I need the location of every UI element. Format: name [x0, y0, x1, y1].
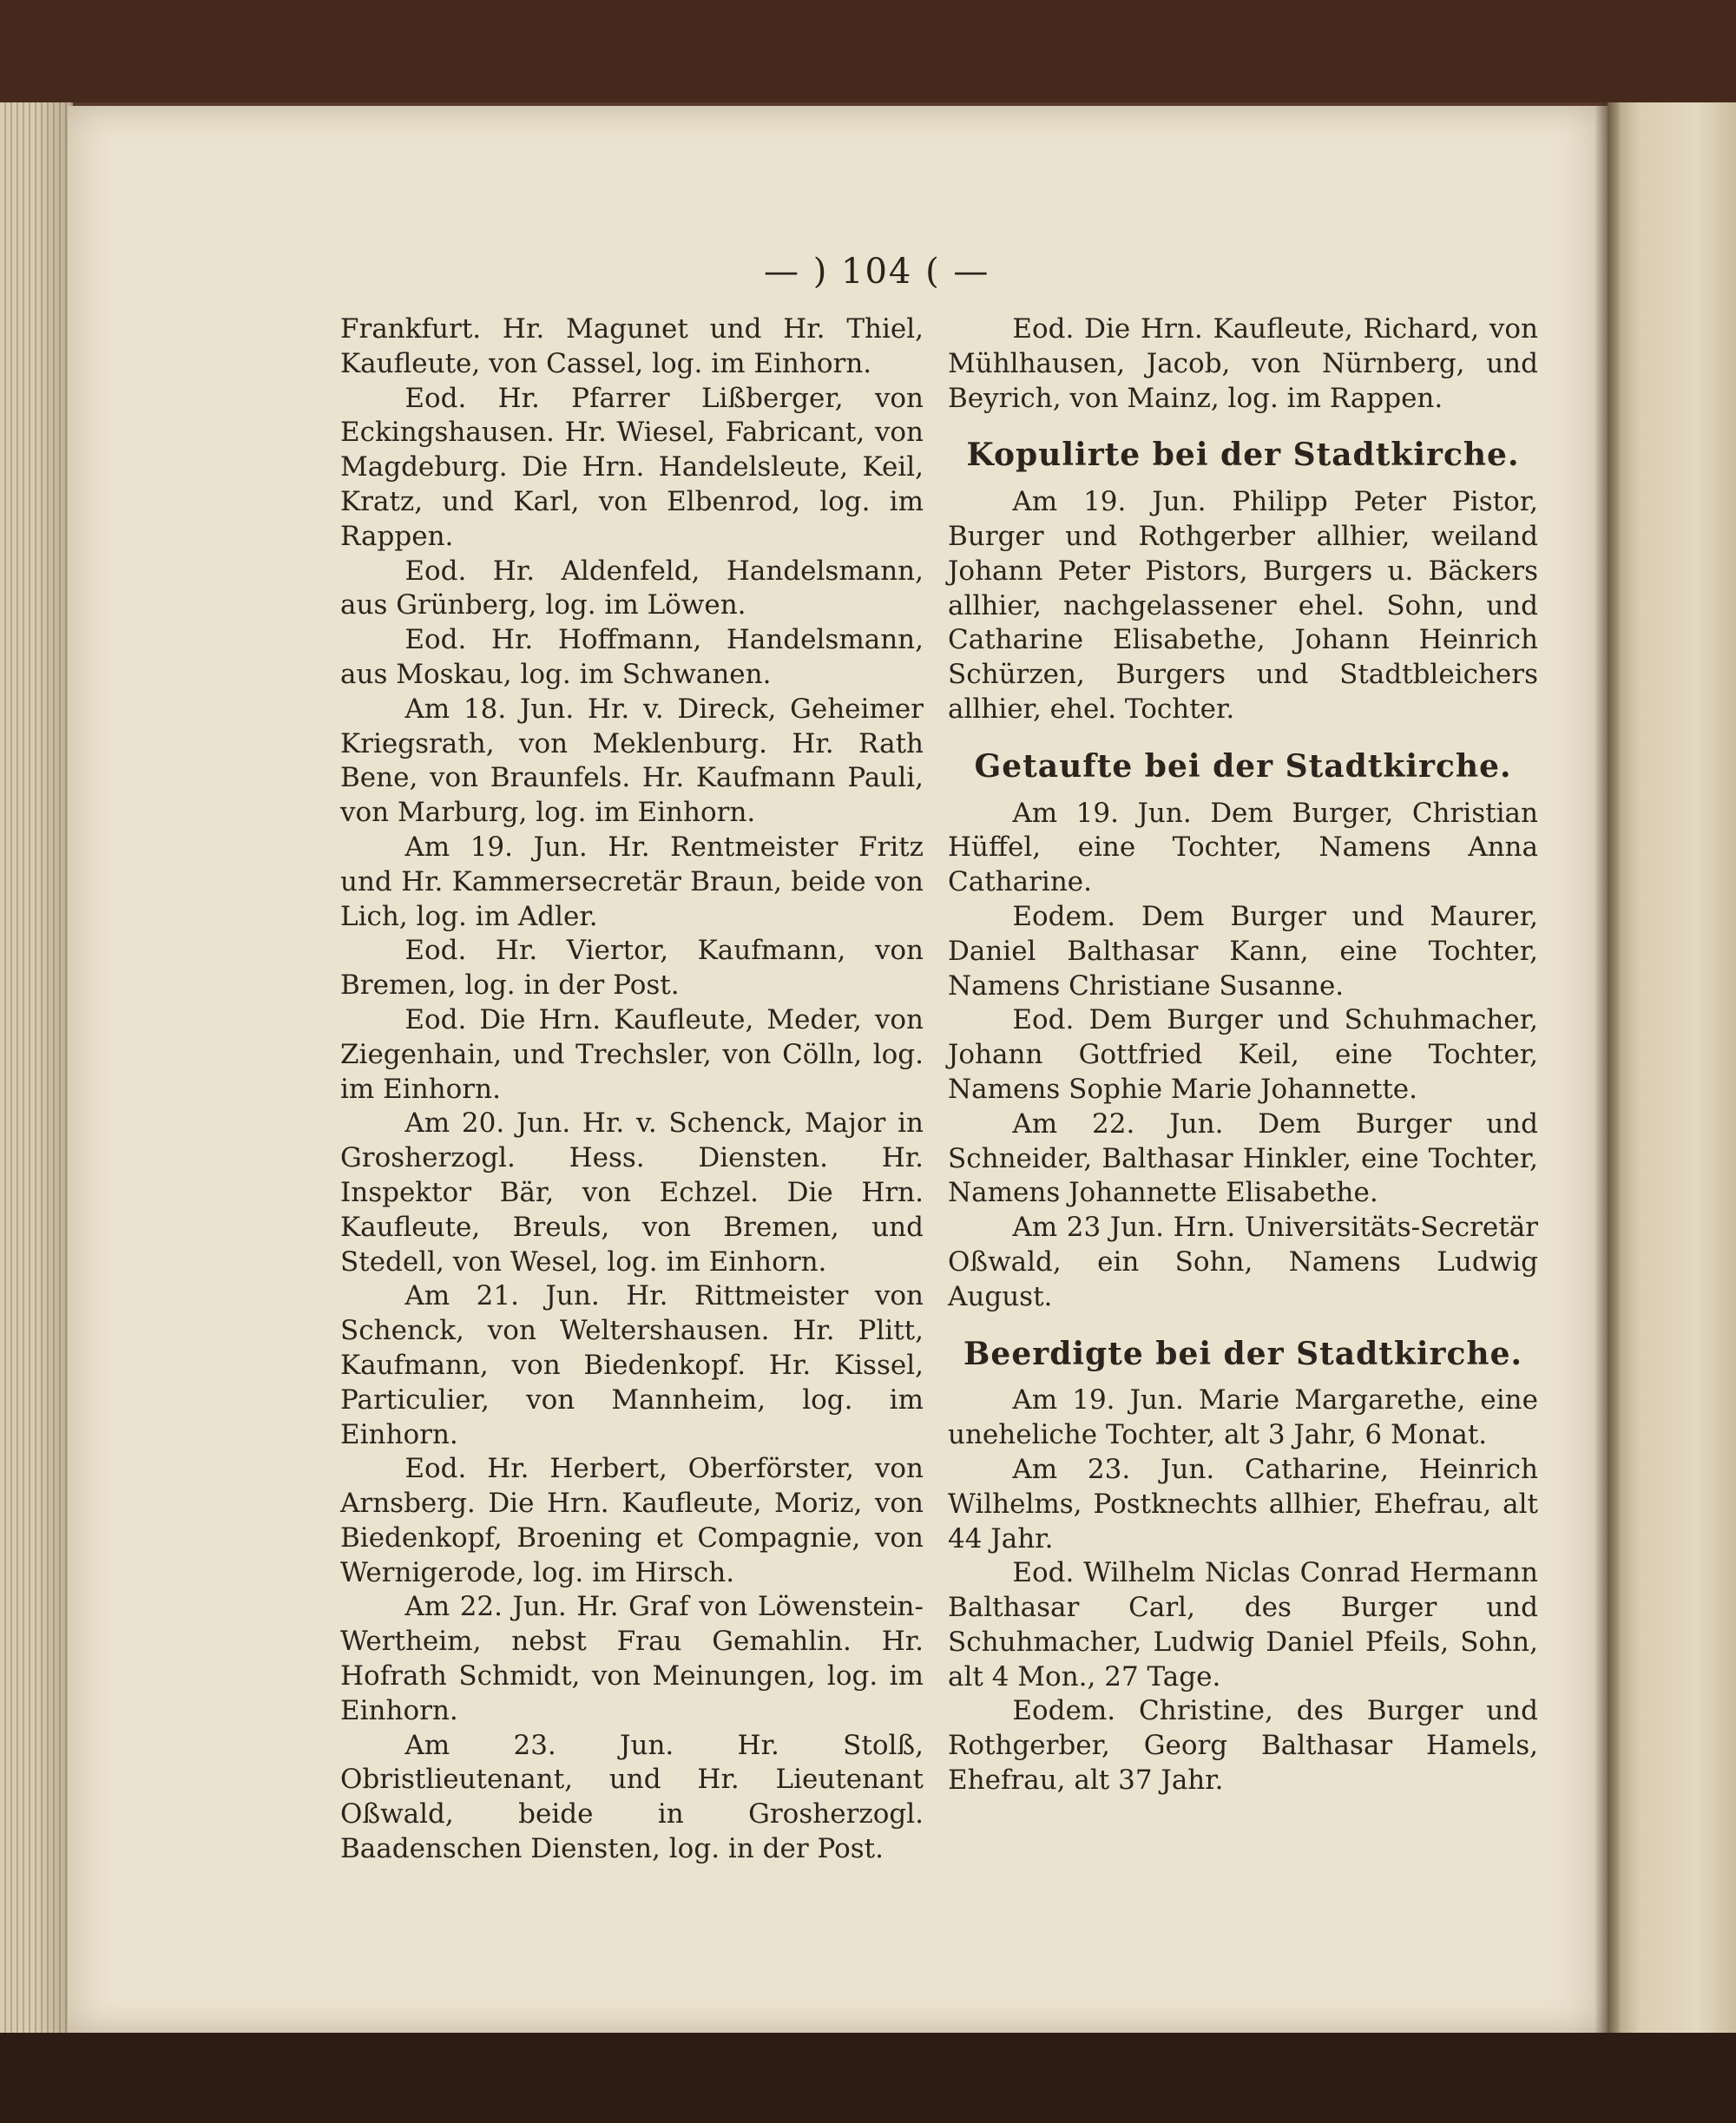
register-entry: Am 22. Jun. Dem Burger und Schneider, Balthasar Hinkler, eine Tochter, Namens Johannette Elisabethe. — [948, 1108, 1538, 1209]
arrival-entry: Eod. Hr. Hoffmann, Handelsmann, aus Moskau, log. im Schwanen. — [340, 624, 924, 690]
facing-page-edge — [1608, 102, 1736, 2055]
register-entry: Eodem. Dem Burger und Maurer, Daniel Balthasar Kann, eine Tochter, Namens Christiane Susanne. — [948, 900, 1538, 1002]
arrival-entry: Eod. Hr. Aldenfeld, Handelsmann, aus Grünberg, log. im Löwen. — [340, 555, 924, 621]
arrival-entry: Am 22. Jun. Hr. Graf von Löwenstein-Wertheim, nebst Frau Gemahlin. Hr. Hofrath Schmidt, von Meinungen, log. im Einhorn. — [340, 1591, 924, 1726]
register-entry: Am 19. Jun. Dem Burger, Christian Hüffel, eine Tochter, Namens Anna Catharine. — [948, 797, 1538, 898]
arrival-entry: Eod. Die Hrn. Kaufleute, Meder, von Ziegenhain, und Trechsler, von Cölln, log. im Einhorn. — [340, 1003, 924, 1105]
arrival-entry: Eod. Hr. Viertor, Kaufmann, von Bremen, log. in der Post. — [340, 935, 924, 1002]
register-entry: Eodem. Christine, des Burger und Rothgerber, Georg Balthasar Hamels, Ehefrau, alt 37 Jahr. — [948, 1695, 1538, 1797]
register-entry: Am 19. Jun. Philipp Peter Pistor, Burger und Rothgerber allhier, weiland Johann Peter Pistors, Burgers u. Bäckers allhier, nachgelassener ehel. Sohn, und Catharine Elisabethe, Johann Heinrich Schürzen, Burgers und Stadtbleichers allhier, ehel. Tochter. — [948, 486, 1538, 725]
arrival-entry: Am 21. Jun. Hr. Rittmeister von Schenck, von Weltershausen. Hr. Plitt, Kaufmann, von Biedenkopf. Hr. Kissel, Particulier, von Mannheim, log. im Einhorn. — [340, 1280, 924, 1450]
section-heading: Getaufte bei der Stadtkirche. — [974, 747, 1512, 785]
arrival-entry: Eod. Hr. Pfarrer Lißberger, von Eckingshausen. Hr. Wiesel, Fabricant, von Magdeburg. Die Hrn. Handelsleute, Keil, Kratz, und Karl, von Elbenrod, log. im Rappen. — [340, 382, 924, 552]
right-column — [948, 312, 1538, 1798]
section-heading: Kopulirte bei der Stadtkirche. — [966, 437, 1520, 474]
arrival-entry: Am 23. Jun. Hr. Stolß, Obristlieutenant, und Hr. Lieutenant Oßwald, beide in Grosherzogl. Baadenschen Diensten, log. in der Post. — [340, 1729, 924, 1865]
arrival-entry: Am 20. Jun. Hr. v. Schenck, Major in Grosherzogl. Hess. Diensten. Hr. Inspektor Bär, von Echzel. Die Hrn. Kaufleute, Breuls, von Bremen, und Stedell, von Wesel, log. im Einhorn. — [340, 1108, 924, 1278]
register-entry: Eod. Wilhelm Niclas Conrad Hermann Balthasar Carl, des Burger und Schuhmacher, Ludwig Daniel Pfeils, Sohn, alt 4 Mon., 27 Tage. — [948, 1557, 1538, 1692]
register-entry: Am 19. Jun. Marie Margarethe, eine uneheliche Tochter, alt 3 Jahr, 6 Monat. — [948, 1384, 1538, 1451]
arrival-entry: Eod. Hr. Herbert, Oberförster, von Arnsberg. Die Hrn. Kaufleute, Moriz, von Biedenkopf, Broening et Compagnie, von Wernigerode, log. im Hirsch. — [340, 1453, 924, 1588]
register-entry: Am 23. Jun. Catharine, Heinrich Wilhelms, Postknechts allhier, Ehefrau, alt 44 Jahr. — [948, 1453, 1538, 1554]
arrival-entry: Frankfurt. Hr. Magunet und Hr. Thiel, Kaufleute, von Cassel, log. im Einhorn. — [340, 313, 924, 379]
left-column — [340, 312, 924, 1867]
register-entry: Eod. Dem Burger und Schuhmacher, Johann Gottfried Keil, eine Tochter, Namens Sophie Marie Johannette. — [948, 1004, 1538, 1105]
register-entry: Am 23 Jun. Hrn. Universitäts-Secretär Oßwald, ein Sohn, Namens Ludwig August. — [948, 1212, 1538, 1312]
section-heading: Beerdigte bei der Stadtkirche. — [963, 1335, 1523, 1372]
arrival-entry: Am 18. Jun. Hr. v. Direck, Geheimer Kriegsrath, von Meklenburg. Hr. Rath Bene, von Braunfels. Hr. Kaufmann Pauli, von Marburg, log. im Einhorn. — [340, 693, 924, 829]
book-gutter — [1595, 102, 1620, 2055]
arrival-entry: Eod. Die Hrn. Kaufleute, Richard, von Mühlhausen, Jacob, von Nürnberg, und Beyrich, von Mainz, log. im Rappen. — [948, 313, 1538, 414]
page-number-header: — ) 104 ( — — [764, 252, 990, 292]
book-cover-top — [0, 0, 1736, 102]
book-cover-bottom — [0, 2033, 1736, 2123]
arrival-entry: Am 19. Jun. Hr. Rentmeister Fritz und Hr. Kammersecretär Braun, beide von Lich, log. im Adler. — [340, 831, 924, 932]
